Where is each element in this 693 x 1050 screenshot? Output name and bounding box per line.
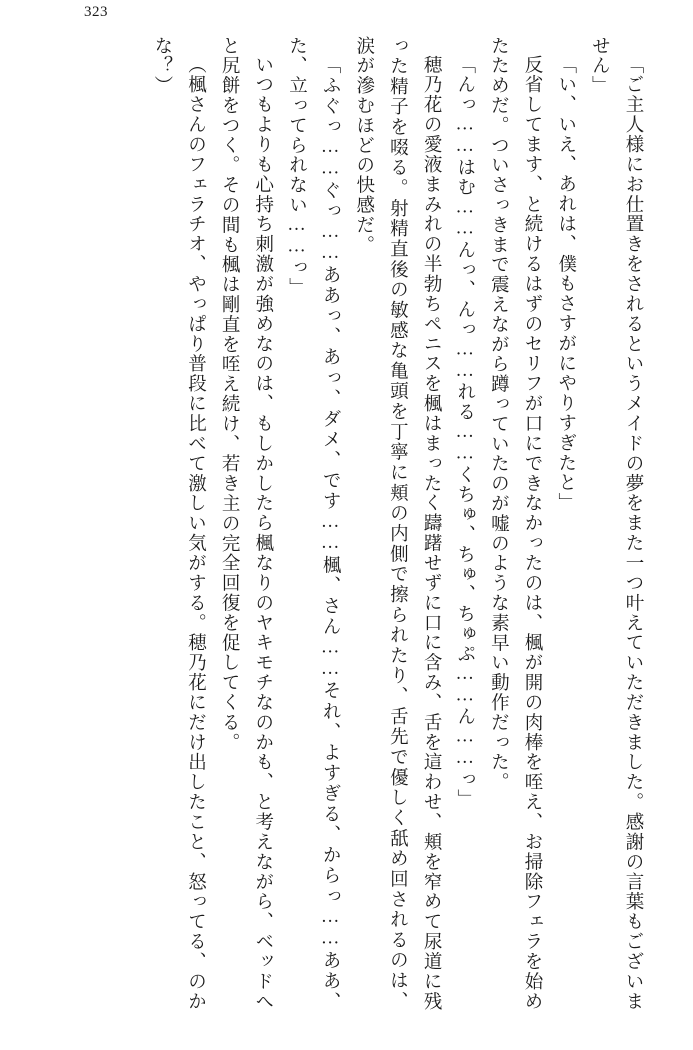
paragraph: 「ご主人様にお仕置きをされるというメイドの夢をまた一つ叶えていただきました。感謝の言葉もございません」 [589, 36, 643, 1011]
paragraph: 「い、いえ、あれは、僕もさすがにやりすぎたと」 [555, 54, 576, 513]
paragraph: 反省してます、と続けるはずのセリフが口にできなかったのは、楓が開の肉棒を咥え、お掃除フェラを始めたためだ。ついさっきまで震えながら蹲っていたのが嘘のような素早い動作だった。 [488, 36, 543, 1011]
paragraph: 「ふぐっ……ぐっ……ああっ、あっ、ダメ、です……楓、さん……それ、よすぎる、からっ……ああ、た、立ってられない……っ」 [286, 36, 341, 1011]
page-number: 323 [84, 4, 108, 20]
body-text [44, 36, 649, 1011]
paragraph: 穂乃花の愛液まみれの半勃ちペニスを楓はまったく躊躇せずに口に含み、舌を這わせ、頬を窄めて尿道に残った精子を啜る。射精直後の敏感な亀頭を丁寧に頬の内側で擦られたり、舌先で優しく舐め回されるのは、涙が滲むほどの快感だ。 [353, 36, 442, 1011]
paragraph: 「んっ……はむ……んっ、んっ……れる……くちゅ、ちゅ、ちゅぷ……ん……っ」 [454, 54, 475, 809]
paragraph: （楓さんのフェラチオ、やっぱり普段に比べて激しい気がする。穂乃花にだけ出したこと、怒ってる、のかな？） [151, 36, 206, 1011]
paragraph: いつもよりも心持ち刺激が強めなのは、もしかしたら楓なりのヤキモチなのかも、と考えながら、ベッドへと尻餅をつく。その間も楓は剛直を咥え続け、若き主の完全回復を促してくる。 [219, 36, 273, 1011]
